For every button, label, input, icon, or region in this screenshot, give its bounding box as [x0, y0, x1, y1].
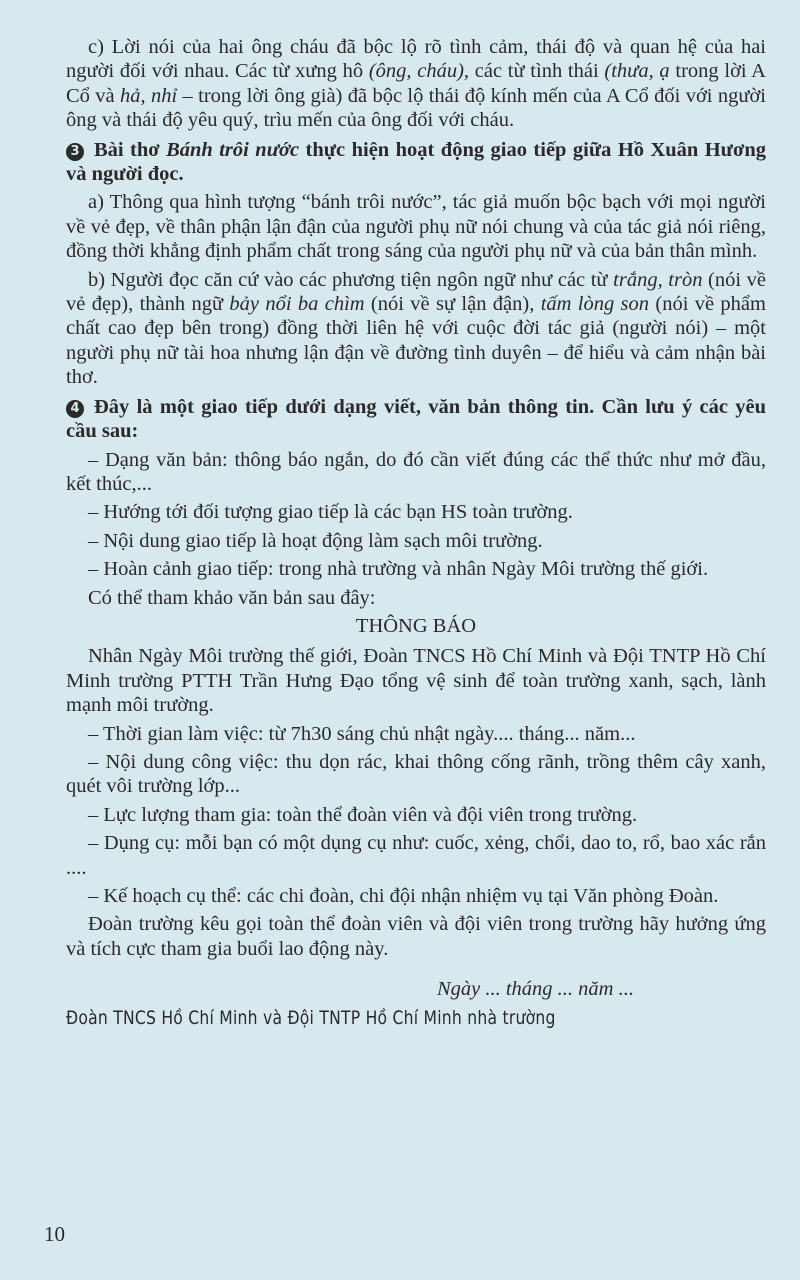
question-3-text: [66, 139, 766, 185]
notice-title: THÔNG BÁO: [355, 614, 477, 637]
text-run: trong lời A Cổ và: [66, 60, 766, 107]
text-run: thực hiện hoạt động giao tiếp giữa Hồ Xuân Hương và người đọc.: [66, 138, 766, 186]
page-number: 10: [44, 1222, 65, 1246]
question-number-badge: 4: [66, 400, 84, 418]
notice-intro: Nhân Ngày Môi trường thế giới, Đoàn TNCS Hồ Chí Minh và Đội TNTP Hồ Chí Minh trường PTTH Trần Hưng Đạo tổng vệ sinh để toàn trường xanh, sạch, lành mạnh môi trường.: [66, 645, 766, 717]
requirement-item: – Hoàn cảnh giao tiếp: trong nhà trường và nhân Ngày Môi trường thế giới.: [88, 558, 709, 581]
notice-item: – Nội dung công việc: thu dọn rác, khai thông cống rãnh, trồng thêm cây xanh, quét vôi trường lớp...: [66, 750, 766, 798]
question-4-heading: [66, 395, 766, 444]
italic-run: Bánh trôi nước: [166, 138, 300, 161]
text-run: b) Người đọc căn cứ vào các phương tiện ngôn ngữ như các từ: [88, 268, 614, 291]
question-number-badge: 3: [66, 143, 84, 161]
requirement-item: – Nội dung giao tiếp là hoạt động làm sạch môi trường.: [88, 529, 543, 552]
notice-item: – Kế hoạch cụ thể: các chi đoàn, chi đội nhận nhiệm vụ tại Văn phòng Đoàn.: [88, 885, 719, 907]
requirement-item: – Dạng văn bản: thông báo ngắn, do đó cần viết đúng các thể thức như mở đầu, kết thúc,...: [66, 448, 766, 495]
italic-run: tấm lòng son: [540, 293, 650, 316]
requirement-item: – Hướng tới đối tượng giao tiếp là các bạn HS toàn trường.: [88, 501, 573, 524]
italic-run: bảy nổi ba chìm: [229, 293, 365, 316]
italic-run: (ông, cháu),: [368, 60, 470, 83]
notice-signature: Đoàn TNCS Hồ Chí Minh và Đội TNTP Hồ Chí Minh nhà trường: [66, 1006, 556, 1029]
text-run: – trong lời ông già) đã bộc lộ thái độ kính mến của A Cổ đối với người ông và thái độ yêu quý, trìu mến của ông đối với cháu.: [66, 84, 766, 132]
italic-run: hả, nhỉ: [120, 84, 178, 107]
text-run: (nói về vẻ đẹp), thành ngữ: [66, 268, 766, 316]
notice-item: – Lực lượng tham gia: toàn thể đoàn viên và đội viên trong trường.: [88, 803, 638, 826]
question-3-heading: [66, 138, 766, 187]
italic-run: trắng, tròn: [613, 268, 703, 291]
text-run: các từ tình thái: [469, 60, 605, 83]
question-4-text: Đây là một giao tiếp dưới dạng viết, văn bản thông tin. Cần lưu ý các yêu cầu sau:: [66, 395, 766, 443]
notice-closing: Đoàn trường kêu gọi toàn thể đoàn viên và đội viên trong trường hãy hưởng ứng và tích cực tham gia buổi lao động này.: [66, 913, 766, 960]
text-run: c) Lời nói của hai ông cháu đã bộc lộ rõ tình cảm, thái độ và quan hệ của hai người đối với nhau. Các từ xưng hô: [66, 36, 766, 83]
italic-run: (thưa, ạ: [604, 60, 670, 83]
text-run: Bài thơ: [94, 138, 167, 161]
notice-item: – Dụng cụ: mỗi bạn có một dụng cụ như: cuốc, xẻng, chổi, dao to, rổ, bao xác rắn ....: [66, 832, 766, 879]
page-content: [66, 35, 766, 1034]
answer-2c-paragraph: [66, 35, 766, 133]
answer-3b-paragraph: [66, 268, 766, 390]
text-run: (nói về phẩm chất cao đẹp bên trong) đồng thời liên hệ với cuộc đời tác giả (người nói) – một người phụ nữ tài hoa nhưng lận đận về đường tình duyên – để hiểu và cảm nhận bài thơ.: [66, 293, 766, 389]
answer-3a-paragraph: a) Thông qua hình tượng “bánh trôi nước”, tác giả muốn bộc bạch với mọi người về vẻ đẹp, về thân phận lận đận của người phụ nữ nói chung và của tác giả nói riêng, đồng thời khẳng định phẩm chất trong sáng của người phụ nữ và của bản thân mình.: [66, 191, 766, 263]
notice-date: Ngày ... tháng ... năm ...: [436, 978, 634, 1001]
notice-item: – Thời gian làm việc: từ 7h30 sáng chủ nhật ngày.... tháng... năm...: [88, 722, 636, 745]
reference-intro: Có thể tham khảo văn bản sau đây:: [88, 586, 376, 609]
text-run: (nói về sự lận đận),: [364, 293, 541, 316]
